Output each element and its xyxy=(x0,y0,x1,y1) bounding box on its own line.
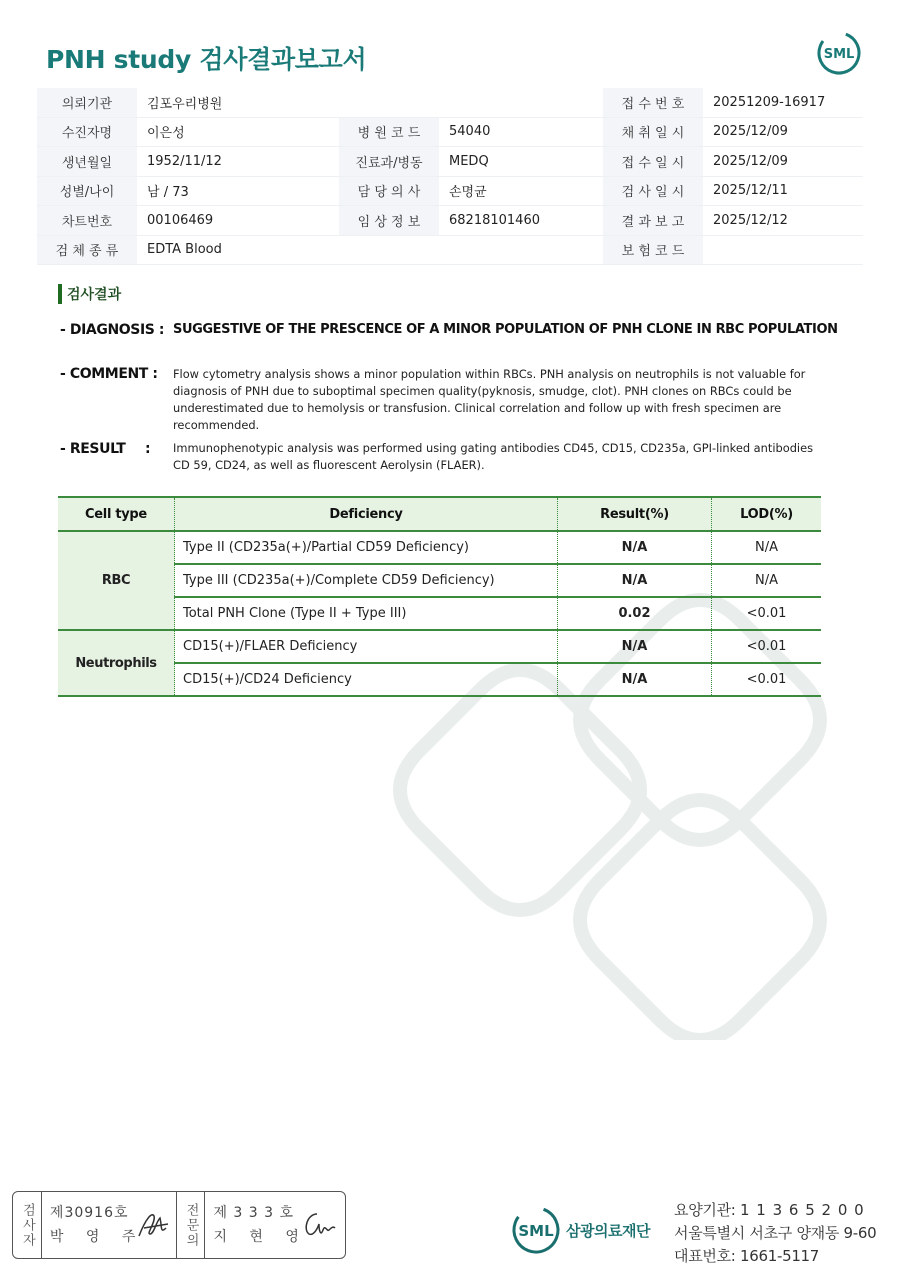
clinical-info: 68218101460 xyxy=(439,206,603,236)
examiner-label: 검사자 xyxy=(13,1192,42,1258)
receipt-date: 2025/12/09 xyxy=(703,147,863,177)
specimen-type-label: 검 체 종 류 xyxy=(37,235,137,265)
header-lod: LOD(%) xyxy=(712,497,822,531)
examiner-name: 박 영 주 xyxy=(49,1229,145,1245)
hospital-code-label: 병 원 코 드 xyxy=(339,117,439,147)
specialist-number: 제 3 3 3 호 xyxy=(213,1205,295,1221)
deficiency: Total PNH Clone (Type II + Type III) xyxy=(175,597,558,630)
lod-value: <0.01 xyxy=(712,597,822,630)
test-date-label: 검 사 일 시 xyxy=(603,176,703,206)
section-bar xyxy=(58,284,62,304)
section-title: 검사결과 xyxy=(67,287,122,303)
doctor-label: 담 당 의 사 xyxy=(339,176,439,206)
result-value: N/A xyxy=(558,630,712,663)
table-row xyxy=(58,630,821,663)
result-value: N/A xyxy=(558,663,712,696)
result-value: 0.02 xyxy=(558,597,712,630)
specimen-type: EDTA Blood xyxy=(137,235,603,265)
receipt-number-label: 접 수 번 호 xyxy=(603,88,703,117)
deficiency: CD15(+)/CD24 Deficiency xyxy=(175,663,558,696)
patient-name-label: 수진자명 xyxy=(37,117,137,147)
deficiency: Type II (CD235a(+)/Partial CD59 Deficiency) xyxy=(175,531,558,564)
sml-footer-logo xyxy=(510,1200,562,1256)
signature-box xyxy=(12,1191,346,1259)
cell-type-rbc: RBC xyxy=(58,531,175,630)
birth-date-label: 생년월일 xyxy=(37,147,137,177)
insurance-code-label: 보 험 코 드 xyxy=(603,235,703,265)
lod-value: N/A xyxy=(712,531,822,564)
patient-info-table xyxy=(37,88,863,265)
svg-text:SML: SML xyxy=(823,47,855,62)
pnh-results-table xyxy=(58,496,821,697)
phone-number: 1661-5117 xyxy=(739,1247,820,1265)
lod-value: <0.01 xyxy=(712,663,822,696)
department: MEDQ xyxy=(439,147,603,177)
comment-text: Flow cytometry analysis shows a minor population within RBCs. PNH analysis on neutrophils is not valuable for diagnosis of PNH due to suboptimal specimen quality(pyknosis, smudge, clot). PNH clones on RBCs could be underestimated due to hemolysis or transfusion. Clinical correlation and follow up with fresh specimen are recommended. xyxy=(173,367,806,432)
deficiency: CD15(+)/FLAER Deficiency xyxy=(175,630,558,663)
department-label: 진료과/병동 xyxy=(339,147,439,177)
sml-logo xyxy=(816,30,862,76)
receipt-date-label: 접 수 일 시 xyxy=(603,147,703,177)
examiner-number: 제30916호 xyxy=(49,1205,129,1221)
report-title: PNH study 검사결과보고서 xyxy=(46,45,367,74)
phone-line xyxy=(674,1245,819,1266)
clinical-info-label: 임 상 정 보 xyxy=(339,206,439,236)
requesting-institution-label: 의뢰기관 xyxy=(37,88,137,117)
specialist-label: 전문의 xyxy=(177,1192,206,1258)
institution-code-line xyxy=(674,1199,865,1220)
table-row xyxy=(58,531,821,564)
report-date-label: 결 과 보 고 xyxy=(603,206,703,236)
specialist-signature xyxy=(205,1192,345,1258)
birth-date: 1952/11/12 xyxy=(137,147,339,177)
lod-value: N/A xyxy=(712,564,822,597)
specialist-name: 지 현 영 xyxy=(213,1229,308,1245)
collection-date-label: 채 취 일 시 xyxy=(603,117,703,147)
comment-label: - COMMENT : xyxy=(60,366,158,382)
result-text: Immunophenotypic analysis was performed using gating antibodies CD45, CD15, CD235a, GPI-linked antibodies CD 59, CD24, as well as fluorescent Aerolysin (FLAER). xyxy=(173,441,814,472)
header-deficiency: Deficiency xyxy=(175,497,558,531)
header-cell-type: Cell type xyxy=(58,497,175,531)
phone-label: 대표번호: xyxy=(674,1247,736,1265)
result-value: N/A xyxy=(558,531,712,564)
institution-code-label: 요양기관: xyxy=(674,1201,736,1219)
examiner-signature xyxy=(42,1192,177,1258)
address: 서울특별시 서초구 양재동 9-60 xyxy=(674,1224,877,1242)
cell-type-neutrophils: Neutrophils xyxy=(58,630,175,696)
examiner-signature-icon xyxy=(136,1208,172,1242)
deficiency: Type III (CD235a(+)/Complete CD59 Deficiency) xyxy=(175,564,558,597)
collection-date: 2025/12/09 xyxy=(703,117,863,147)
svg-text:SML: SML xyxy=(518,1222,554,1240)
foundation-name: 삼광의료재단 xyxy=(566,1222,650,1240)
sex-age: 남 / 73 xyxy=(137,176,339,206)
diagnosis-text: SUGGESTIVE OF THE PRESCENCE OF A MINOR POPULATION OF PNH CLONE IN RBC POPULATION xyxy=(173,322,838,337)
result-label: - RESULT xyxy=(60,441,126,457)
chart-number: 00106469 xyxy=(137,206,339,236)
result-colon: : xyxy=(145,441,151,457)
requesting-institution: 김포우리병원 xyxy=(137,88,603,117)
hospital-code: 54040 xyxy=(439,117,603,147)
test-date: 2025/12/11 xyxy=(703,176,863,206)
header-result: Result(%) xyxy=(558,497,712,531)
doctor: 손명균 xyxy=(439,176,603,206)
insurance-code xyxy=(703,235,863,265)
results-section-header xyxy=(58,284,121,304)
specialist-signature-icon xyxy=(299,1208,339,1242)
institution-code: 1 1 3 6 5 2 0 0 xyxy=(739,1201,865,1219)
patient-name: 이은성 xyxy=(137,117,339,147)
lod-value: <0.01 xyxy=(712,630,822,663)
sex-age-label: 성별/나이 xyxy=(37,176,137,206)
receipt-number: 20251209-16917 xyxy=(703,88,863,117)
report-date: 2025/12/12 xyxy=(703,206,863,236)
chart-number-label: 차트번호 xyxy=(37,206,137,236)
diagnosis-label: - DIAGNOSIS : xyxy=(60,322,165,338)
result-value: N/A xyxy=(558,564,712,597)
